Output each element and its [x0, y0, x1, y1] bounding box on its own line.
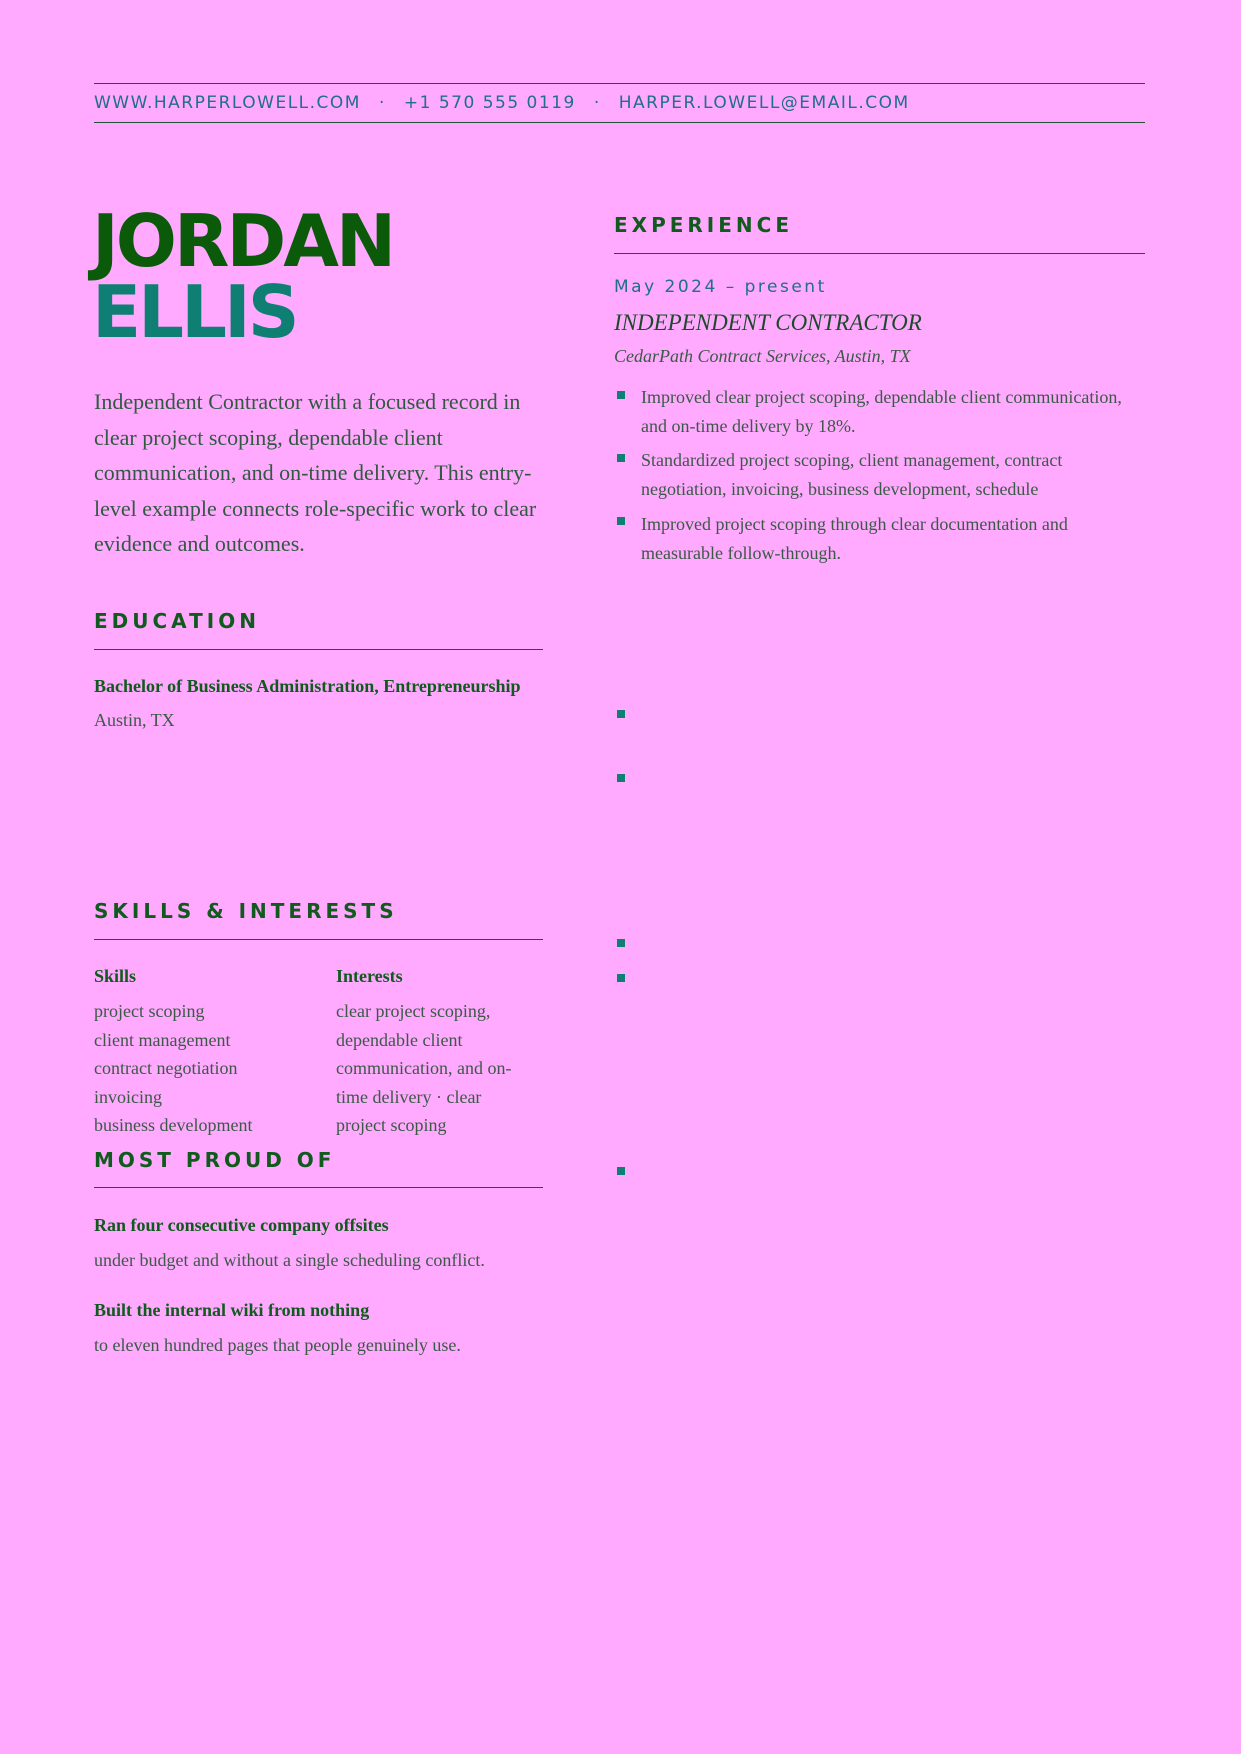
bullet-marker	[617, 774, 625, 782]
job-role: INDEPENDENT CONTRACTOR	[614, 310, 922, 335]
bullet-marker	[617, 391, 625, 399]
separator: ·	[593, 93, 601, 113]
proud-heading: Built the internal wiki from nothing	[94, 1300, 370, 1320]
bullet-marker	[617, 710, 625, 718]
education-title: EDUCATION	[94, 609, 260, 633]
bullet-marker	[617, 517, 625, 525]
experience-divider	[614, 253, 1145, 254]
website-link[interactable]: WWW.HARPERLOWELL.COM	[94, 93, 361, 113]
contact-bar	[94, 83, 1145, 123]
interests-list	[336, 997, 546, 1135]
proud-divider	[94, 1187, 543, 1188]
education-divider	[94, 649, 543, 650]
bullet-marker	[617, 974, 625, 982]
interest-line: project scoping	[336, 1115, 447, 1135]
interest-line: dependable client	[336, 1029, 463, 1050]
skill-item: contract negotiation	[94, 1058, 238, 1078]
job-date: May 2024 – present	[614, 277, 827, 297]
education-location: Austin, TX	[94, 710, 175, 730]
last-name: ELLIS	[92, 270, 297, 354]
summary-text: Independent Contractor with a focused record in clear project scoping, dependable client communication, and on-time delivery. This entry-level example connects role-specific work to clear evidence and outcomes.	[94, 389, 537, 556]
skills-divider	[94, 939, 543, 940]
skill-item: project scoping	[94, 1001, 205, 1021]
experience-bullet: Improved project scoping through clear documentation and measurable follow-through.	[641, 514, 1068, 563]
phone-number[interactable]: +1 570 555 0119	[403, 93, 576, 113]
first-name: JORDAN	[92, 199, 394, 283]
experience-bullet: Standardized project scoping, client management, contract negotiation, invoicing, business development, schedule	[641, 450, 1063, 499]
skill-item: invoicing	[94, 1086, 162, 1107]
experience-bullet: Improved clear project scoping, dependable client communication, and on-time delivery by 18%.	[641, 387, 1122, 436]
education-degree: Bachelor of Business Administration, Entrepreneurship	[94, 676, 521, 696]
skills-list	[94, 997, 314, 1135]
interest-line: communication, and on-	[336, 1058, 512, 1078]
interests-label: Interests	[336, 966, 403, 986]
skill-item: business development	[94, 1115, 253, 1135]
bullet-marker	[617, 939, 625, 947]
proud-text: under budget and without a single scheduling conflict.	[94, 1250, 485, 1270]
email-link[interactable]: HARPER.LOWELL@EMAIL.COM	[618, 93, 910, 113]
skills-label: Skills	[94, 966, 137, 986]
bullet-marker	[617, 1167, 625, 1175]
separator: ·	[378, 93, 386, 113]
proud-text: to eleven hundred pages that people genuinely use.	[94, 1335, 461, 1355]
bullet-marker	[617, 454, 625, 462]
proud-heading: Ran four consecutive company offsites	[94, 1215, 389, 1235]
interest-line: clear project scoping,	[336, 1001, 491, 1021]
job-company: CedarPath Contract Services, Austin, TX	[614, 346, 911, 366]
experience-title: EXPERIENCE	[614, 213, 793, 237]
proud-title: MOST PROUD OF	[94, 1148, 336, 1172]
skill-item: client management	[94, 1029, 231, 1050]
skills-interests-title: SKILLS & INTERESTS	[94, 899, 398, 923]
interest-line: time delivery · clear	[336, 1086, 482, 1107]
